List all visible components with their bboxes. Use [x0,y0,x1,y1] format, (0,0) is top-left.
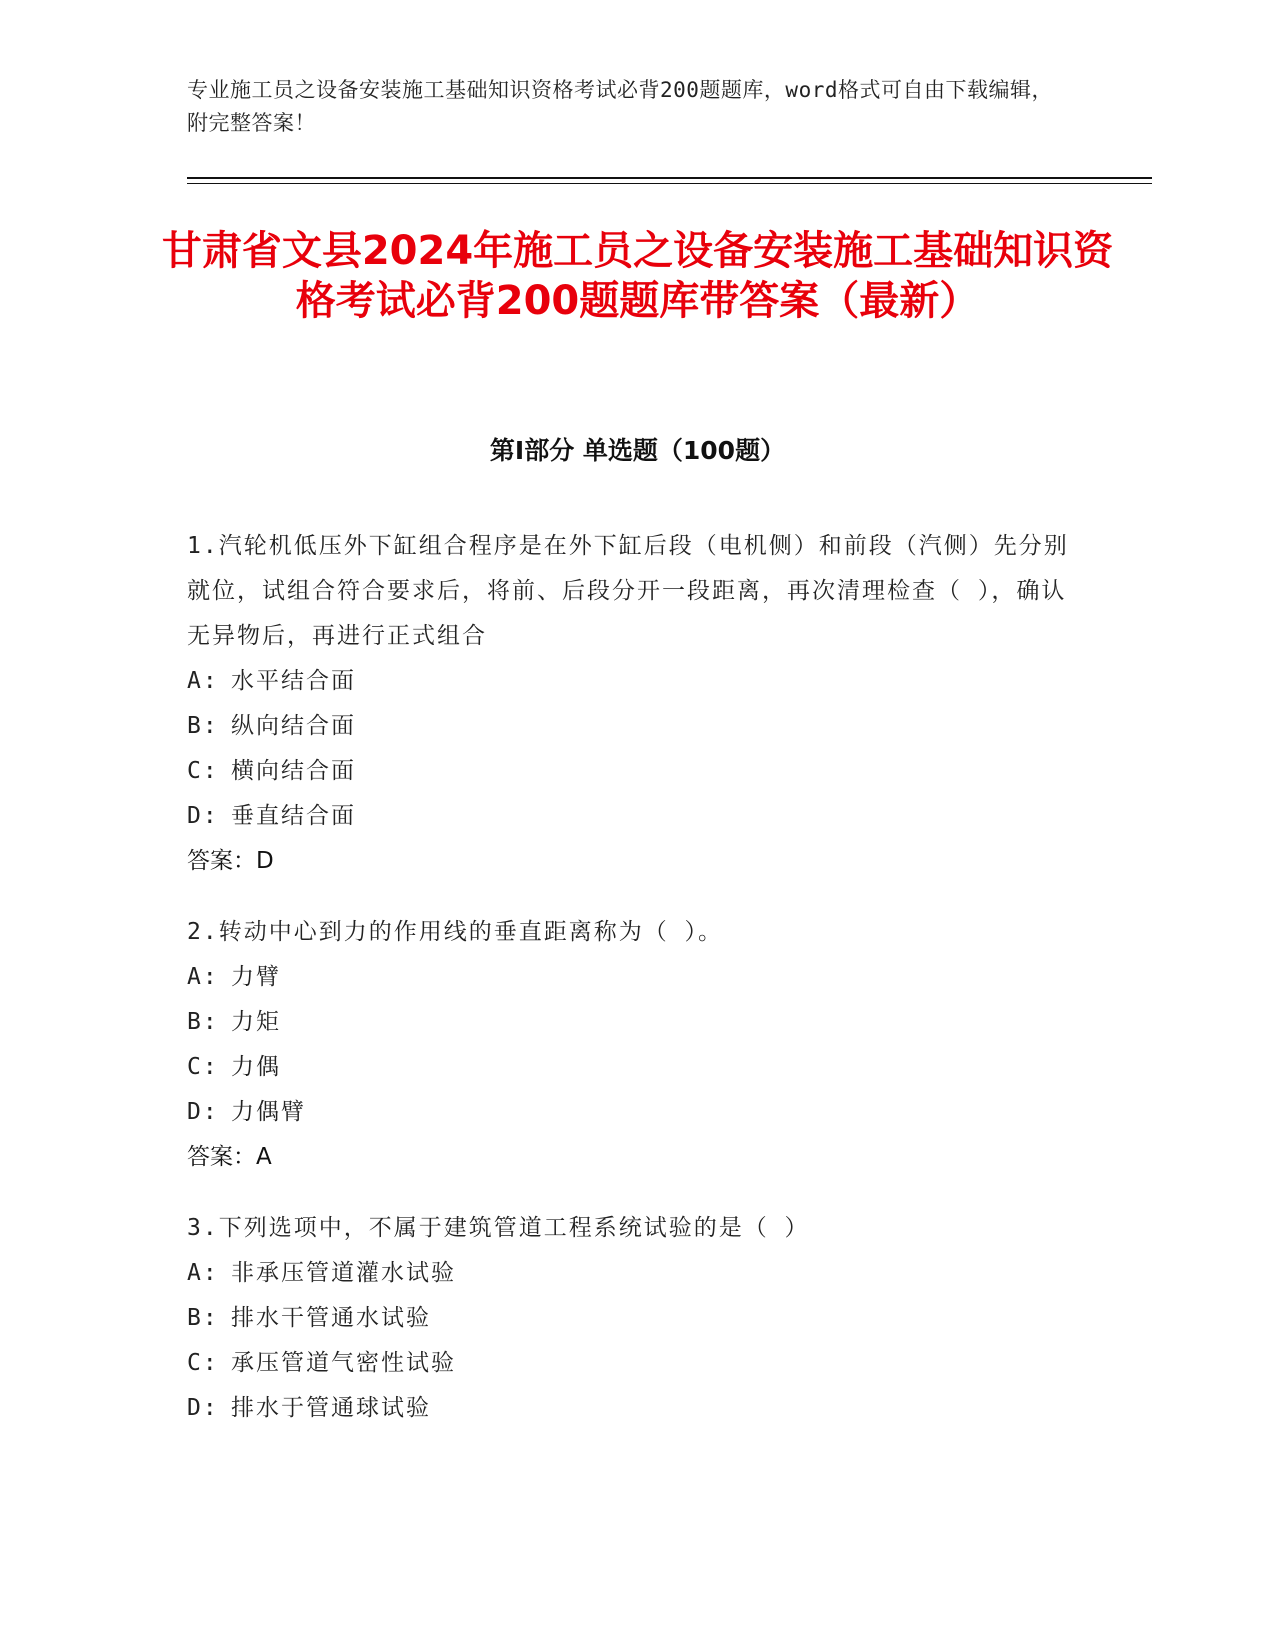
option-letter: B: [187,1305,219,1331]
option-text: 垂直结合面 [231,803,356,829]
option-letter: C: [187,1350,219,1376]
question-stem: 2.转动中心到力的作用线的垂直距离称为（ ）。 [187,919,724,945]
option-a [187,659,1087,704]
option-a [187,1251,1087,1296]
option-c [187,1341,1087,1386]
option-d [187,1386,1087,1431]
option-text: 排水干管通水试验 [231,1305,431,1331]
question-1 [187,524,1087,884]
option-text: 纵向结合面 [231,713,356,739]
option-text: 承压管道气密性试验 [231,1350,456,1376]
option-b [187,704,1087,749]
option-letter: B: [187,1009,219,1035]
option-d [187,1090,1087,1135]
option-letter: A: [187,964,219,990]
option-letter: C: [187,1054,219,1080]
option-text: 水平结合面 [231,668,356,694]
option-text: 力臂 [231,964,281,990]
option-text: 横向结合面 [231,758,356,784]
option-d [187,794,1087,839]
option-text: 力偶 [231,1054,281,1080]
header-divider-thin [187,183,1152,184]
option-letter: A: [187,668,219,694]
option-letter: D: [187,1395,219,1421]
option-text: 力矩 [231,1009,281,1035]
answer-line: 答案：A [187,1144,272,1170]
answer-line: 答案：D [187,848,274,874]
option-b [187,1296,1087,1341]
question-stem: 3.下列选项中，不属于建筑管道工程系统试验的是（ ） [187,1215,810,1241]
header-note: 专业施工员之设备安装施工基础知识资格考试必背200题题库，word格式可自由下载编辑，附完整答案！ [187,78,1053,135]
option-text: 非承压管道灌水试验 [231,1260,456,1286]
option-letter: D: [187,1099,219,1125]
header-divider-thick [187,177,1152,179]
option-c [187,749,1087,794]
option-letter: B: [187,713,219,739]
option-letter: A: [187,1260,219,1286]
option-letter: C: [187,758,219,784]
option-a [187,955,1087,1000]
document-title: 甘肃省文县2024年施工员之设备安装施工基础知识资格考试必背200题题库带答案（最新） [161,228,1114,324]
question-stem: 1.汽轮机低压外下缸组合程序是在外下缸后段（电机侧）和前段（汽侧）先分别就位，试组合符合要求后，将前、后段分开一段距离，再次清理检查（ ），确认无异物后，再进行正式组合 [187,533,1069,649]
option-c [187,1045,1087,1090]
question-2 [187,910,1087,1180]
option-b [187,1000,1087,1045]
option-text: 力偶臂 [231,1099,306,1125]
section-heading: 第Ⅰ部分 单选题（100题） [489,436,786,465]
option-text: 排水于管通球试验 [231,1395,431,1421]
question-list [187,524,1087,1457]
question-3 [187,1206,1087,1431]
option-letter: D: [187,803,219,829]
